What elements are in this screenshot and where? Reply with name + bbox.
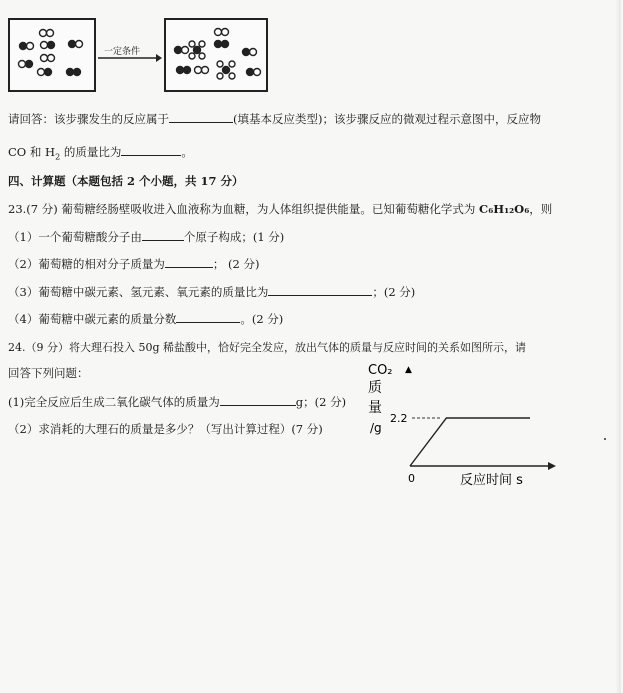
q24-intro2: 回答下列问题： <box>8 366 89 380</box>
q23-part3 <box>8 284 415 300</box>
mass-ratio-end: 。 <box>181 145 193 159</box>
q23-p1-prompt: （1）一个葡萄糖酸分子由 <box>8 230 142 244</box>
section-4-title: 四、计算题（本题包括 2 个小题，共 17 分） <box>8 174 244 188</box>
q23-p2-prompt: （2）葡萄糖的相对分子质量为 <box>8 257 165 271</box>
q23-p1-end: 个原子构成；(1 分) <box>183 230 285 244</box>
h2-subscript: 2 <box>55 152 61 162</box>
q23-p3-prompt: （3）葡萄糖中碳元素、氢元素、氧元素的质量比为 <box>8 285 269 299</box>
reaction-type-prompt: 请回答：该步骤发生的反应属于 <box>8 112 169 126</box>
q23-intro <box>8 201 552 217</box>
q23-p3-end: ；(2 分) <box>372 285 416 299</box>
q23-intro-end: ，则 <box>529 202 553 216</box>
q24-intro: 24.（9 分）将大理石投入 50g 稀盐酸中，恰好完全发应，放出气体的质量与反应时间的关系如图所示，请 <box>8 341 527 354</box>
q23-intro-text: 23.(7 分) 葡萄糖经肠壁吸收进入血液称为血糖，为人体组织提供能量。已知葡萄糖化学式为 <box>8 202 480 216</box>
co2-mass-chart <box>360 356 560 490</box>
stray-dot <box>604 438 606 440</box>
reactants-box <box>8 18 96 92</box>
reactant-molecules-icon <box>10 20 94 90</box>
co2-mass-curve <box>410 418 530 466</box>
question-reaction-type <box>8 111 541 127</box>
y-axis-label-zhi: 质 <box>368 380 382 396</box>
q24-p1-blank[interactable] <box>220 394 296 406</box>
products-box <box>164 18 268 92</box>
q24-p1-end: g；(2 分) <box>295 395 347 409</box>
mass-ratio-prompt: 的质量比为 <box>60 145 122 159</box>
q23-part1 <box>8 229 284 245</box>
product-molecules-icon <box>166 20 266 90</box>
y-axis-label-unit: /g <box>370 421 382 435</box>
page-edge-shadow <box>615 0 621 693</box>
q23-p1-blank[interactable] <box>142 229 184 241</box>
q23-p2-blank[interactable] <box>165 256 213 268</box>
q23-part4 <box>8 311 283 327</box>
q24-p1-prompt: (1)完全反应后生成二氧化碳气体的质量为 <box>8 395 220 409</box>
y-axis-label-liang: 量 <box>368 400 382 416</box>
q23-p4-blank[interactable] <box>176 311 240 323</box>
y-axis-arrow-icon: ▲ <box>405 365 412 375</box>
mass-ratio-blank[interactable] <box>121 144 181 156</box>
question-mass-ratio <box>8 144 193 165</box>
q23-p4-end: 。(2 分) <box>240 312 284 326</box>
q23-p4-prompt: （4）葡萄糖中碳元素的质量分数 <box>8 312 177 326</box>
q23-p3-blank[interactable] <box>268 284 372 296</box>
q23-part2 <box>8 256 259 272</box>
q24-part2: （2）求消耗的大理石的质量是多少？（写出计算过程）(7 分) <box>8 422 323 436</box>
y-tick-label: 2.2 <box>390 412 408 425</box>
q23-p2-end: ； (2 分) <box>212 257 260 271</box>
q24-part1 <box>8 394 346 410</box>
reaction-condition-label: 一定条件 <box>104 47 141 57</box>
reaction-type-hint: (填基本反应类型)；该步骤反应的微观过程示意图中，反应物 <box>233 112 541 126</box>
x-axis-label: 反应时间 s <box>460 473 523 488</box>
origin-label: 0 <box>408 472 415 485</box>
x-axis-arrow-icon <box>548 462 556 470</box>
reaction-type-blank[interactable] <box>169 111 233 123</box>
mass-ratio-prefix: CO 和 H <box>8 145 56 159</box>
y-axis-label-co2: CO₂ <box>368 363 393 378</box>
glucose-formula: C₆H₁₂O₆ <box>479 202 530 216</box>
